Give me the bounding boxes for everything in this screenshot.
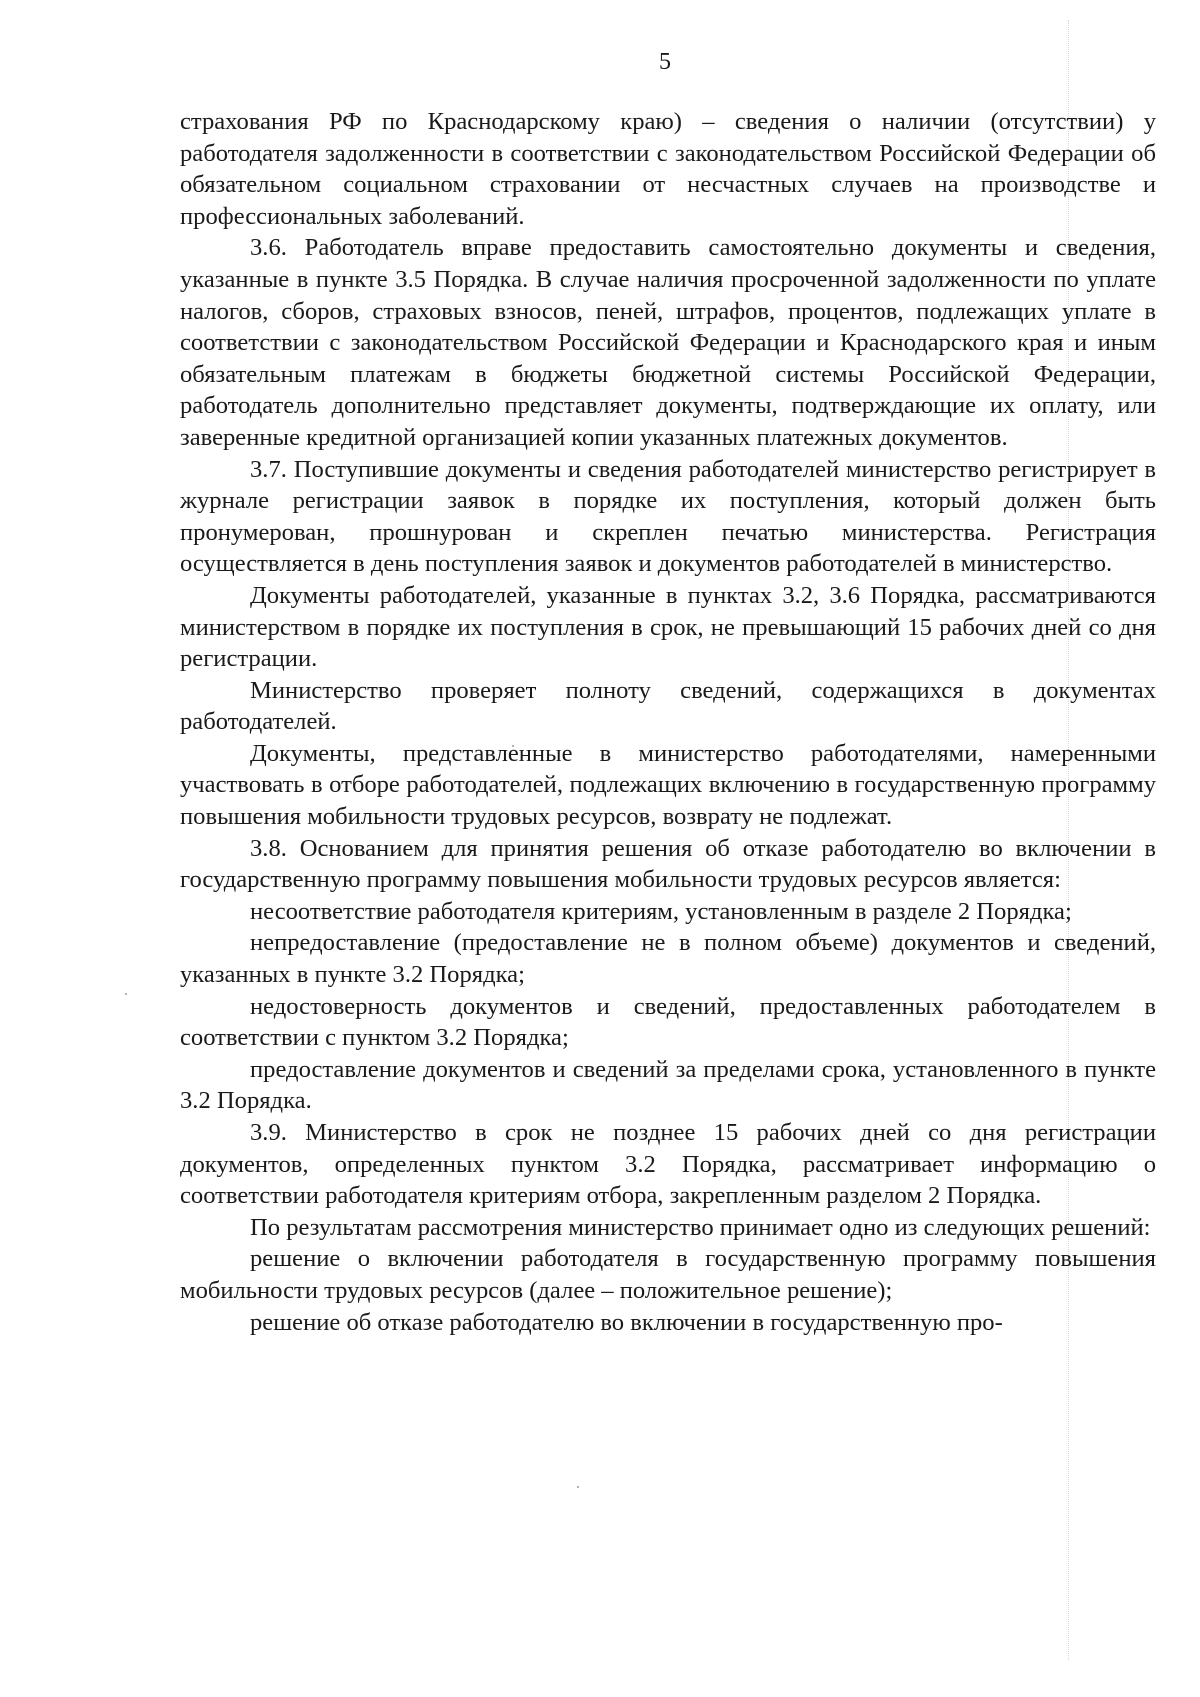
paragraph: недостоверность документов и сведений, предоставленных работодателем в соответствии с пунктом 3.2 Порядка; bbox=[180, 992, 1156, 1052]
paragraph: несоответствие работодателя критериям, установленным в разделе 2 Порядка; bbox=[250, 897, 1072, 925]
paragraph: решение о включении работодателя в государственную программу повышения мобильности трудовых ресурсов (далее – положительное решение); bbox=[180, 1245, 1156, 1304]
scan-speck bbox=[577, 1486, 579, 1488]
paragraph: 3.8. Основанием для принятия решения об отказе работодателю во включении в государственную программу повышения мобильности трудовых ресурсов является: bbox=[180, 834, 1156, 894]
paragraph: Министерство проверяет полноту сведений, содержащихся в документах работодателей. bbox=[180, 676, 1156, 736]
paragraph: предоставление документов и сведений за пределами срока, установленного в пункте 3.2 Порядка. bbox=[180, 1055, 1156, 1115]
paragraph: Документы работодателей, указанные в пунктах 3.2, 3.6 Порядка, рассматриваются министерством в порядке их поступления в срок, не превышающий 15 рабочих дней со дня регистрации. bbox=[180, 581, 1156, 673]
document-body bbox=[180, 106, 1156, 1338]
paragraph: 3.7. Поступившие документы и сведения работодателей министерство регистрирует в журнале регистрации заявок в порядке их поступления, который должен быть пронумерован, прошнурован и скреплен печатью министерства. Регистрация осуществляется в день поступления заявок и документов работодателей в министерство. bbox=[180, 455, 1156, 578]
paragraph: По результатам рассмотрения министерство принимает одно из следующих решений: bbox=[250, 1213, 1151, 1241]
paragraph: 3.6. Работодатель вправе предоставить самостоятельно документы и сведения, указанные в пункте 3.5 Порядка. В случае наличия просроченной задолженности по уплате налогов, сборов, страховых взносов, пеней, штрафов, процентов, подлежащих уплате в соответствии с законодательством Российской Федерации и Краснодарского края и иным обязательным платежам в бюджеты бюджетной системы Российской Федерации, работодатель дополнительно представляет документы, подтверждающие их оплату, или заверенные кредитной организацией копии указанных платежных документов. bbox=[180, 234, 1156, 451]
paragraph: решение об отказе работодателю во включении в государственную про- bbox=[250, 1308, 1003, 1336]
paragraph: Документы, представленные в министерство работодателями, намеренными участвовать в отборе работодателей, подлежащих включению в государственную программу повышения мобильности трудовых ресурсов, возврату не подлежат. bbox=[180, 739, 1156, 831]
paragraph: непредоставление (предоставление не в полном объеме) документов и сведений, указанных в пункте 3.2 Порядка; bbox=[180, 929, 1156, 989]
scan-speck bbox=[125, 993, 127, 995]
paragraph: 3.9. Министерство в срок не позднее 15 рабочих дней со дня регистрации документов, определенных пунктом 3.2 Порядка, рассматривает информацию о соответствии работодателя критериям отбора, закрепленным разделом 2 Порядка. bbox=[180, 1119, 1156, 1210]
page-number: 5 bbox=[659, 49, 671, 75]
paragraph: страхования РФ по Краснодарскому краю) – сведения о наличии (отсутствии) у работодателя задолженности в соответствии с законодательством Российской Федерации об обязательном социальном страховании от несчастных случаев на производстве и профессиональных заболеваний. bbox=[180, 108, 1156, 230]
